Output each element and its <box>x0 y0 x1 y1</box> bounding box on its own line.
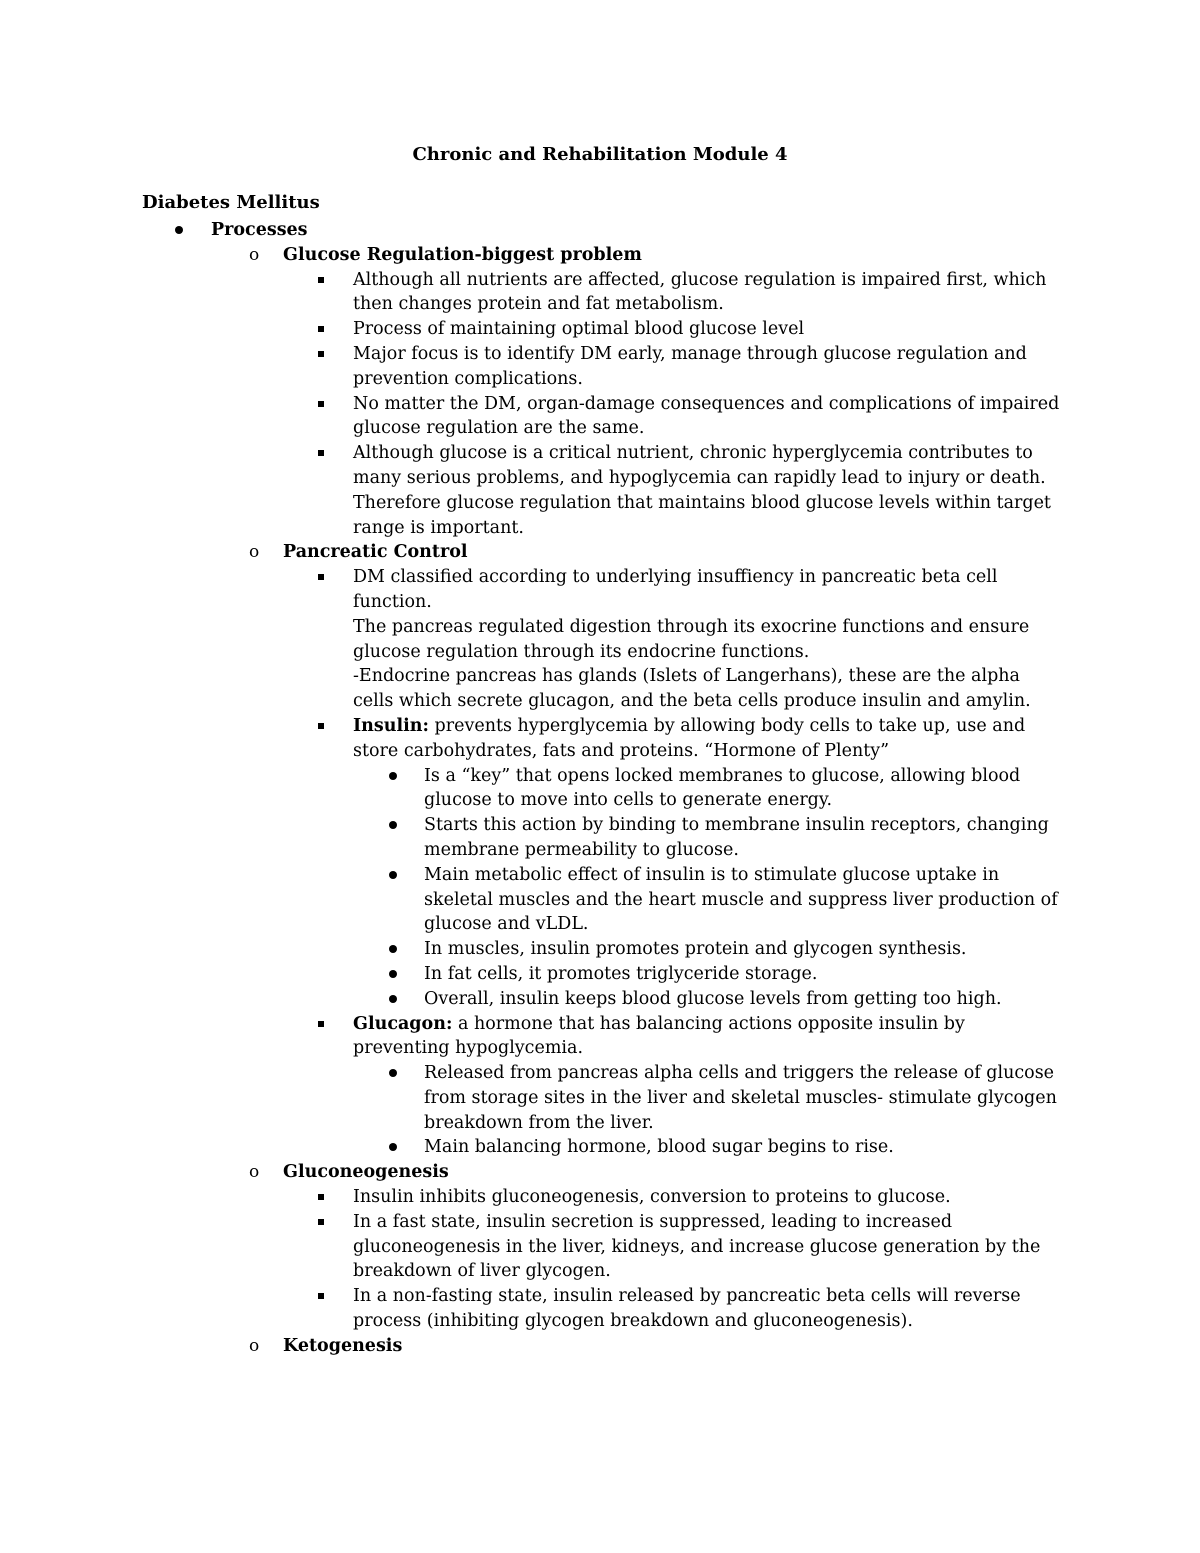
list-item-text: Main balancing hormone, blood sugar begins to rise. <box>424 1137 894 1158</box>
list-item-text: Overall, insulin keeps blood glucose levels from getting too high. <box>424 988 1002 1009</box>
list-item-text: Starts this action by binding to membrane insulin receptors, changing membrane permeability to glucose. <box>424 815 1049 860</box>
bullet-disc-icon <box>389 821 397 829</box>
list-item <box>0 565 1200 615</box>
section-heading: Diabetes Mellitus <box>142 192 320 213</box>
bullet-square-icon <box>318 723 324 729</box>
bullet-square-icon <box>318 351 324 357</box>
list-item-continuation <box>0 664 1200 714</box>
bullet-disc-icon <box>389 871 397 879</box>
list-item <box>0 987 1200 1012</box>
list-item-text: Insulin inhibits gluconeogenesis, conversion to proteins to glucose. <box>353 1187 951 1208</box>
list-item <box>0 962 1200 987</box>
list-item <box>0 937 1200 962</box>
list-item-text: -Endocrine pancreas has glands (Islets of Langerhans), these are the alpha cells which secrete glucagon, and the beta cells produce insulin and amylin. <box>353 666 1031 712</box>
list-item-text: Major focus is to identify DM early, manage through glucose regulation and prevention complications. <box>353 343 1027 389</box>
list-item <box>0 342 1200 392</box>
outline-content <box>0 218 1200 1359</box>
list-item <box>0 1061 1200 1135</box>
bullet-square-icon <box>318 1293 324 1299</box>
subheading: Pancreatic Control <box>283 542 468 563</box>
bullet-circle-icon: o <box>249 244 260 265</box>
subheading: Glucose Regulation-biggest problem <box>283 244 642 265</box>
list-item-text: No matter the DM, organ-damage consequences and complications of impaired glucose regulation are the same. <box>353 393 1060 439</box>
bullet-disc-icon <box>389 970 397 978</box>
list-item-continuation <box>0 615 1200 665</box>
list-item-text: Process of maintaining optimal blood glucose level <box>353 319 805 340</box>
bullet-square-icon <box>318 1021 324 1027</box>
outline-item-processes <box>0 218 1200 243</box>
bullet-circle-icon: o <box>249 542 260 563</box>
list-item-text: In a fast state, insulin secretion is suppressed, leading to increased gluconeogenesis in the liver, kidneys, and increase glucose generation by the breakdown of liver glycogen. <box>353 1211 1041 1282</box>
outline-item-ketogenesis <box>0 1334 1200 1359</box>
list-item-text: Released from pancreas alpha cells and triggers the release of glucose from storage sites in the liver and skeletal muscles- stimulate glycogen breakdown from the liver. <box>424 1063 1057 1133</box>
term-label: Glucagon: <box>353 1013 453 1034</box>
list-item-insulin <box>0 714 1200 764</box>
bullet-disc-icon <box>389 772 397 780</box>
bullet-disc-icon <box>389 1069 397 1077</box>
list-item <box>0 813 1200 863</box>
list-item-glucagon <box>0 1012 1200 1062</box>
list-item <box>0 268 1200 318</box>
list-item <box>0 317 1200 342</box>
term-definition: a hormone that has balancing actions opposite insulin by preventing hypoglycemia. <box>353 1013 965 1059</box>
subheading: Gluconeogenesis <box>283 1162 449 1183</box>
bullet-square-icon <box>318 1194 324 1200</box>
list-item-text: In muscles, insulin promotes protein and glycogen synthesis. <box>424 939 967 960</box>
outline-label: Processes <box>211 220 308 240</box>
list-item <box>0 392 1200 442</box>
bullet-square-icon <box>318 326 324 332</box>
list-item-text: In a non-fasting state, insulin released by pancreatic beta cells will reverse process (inhibiting glycogen breakdown and gluconeogenesis). <box>353 1286 1021 1332</box>
outline-item-pancreatic-control <box>0 540 1200 565</box>
list-item-text: Although all nutrients are affected, glucose regulation is impaired first, which then changes protein and fat metabolism. <box>353 269 1047 315</box>
list-item-text: The pancreas regulated digestion through its exocrine functions and ensure glucose regulation through its endocrine functions. <box>353 616 1030 662</box>
list-item-text: Is a “key” that opens locked membranes to glucose, allowing blood glucose to move into cells to generate energy. <box>424 765 1021 811</box>
bullet-square-icon <box>318 401 324 407</box>
outline-item-glucose-regulation <box>0 243 1200 268</box>
list-item <box>0 1210 1200 1284</box>
bullet-square-icon <box>318 450 324 456</box>
term-label: Insulin: <box>353 715 429 736</box>
bullet-disc-icon <box>389 945 397 953</box>
bullet-circle-icon: o <box>249 1162 260 1183</box>
bullet-disc-icon <box>175 226 183 234</box>
list-item-text <box>353 714 1063 764</box>
list-item <box>0 1284 1200 1334</box>
term-definition: prevents hyperglycemia by allowing body cells to take up, use and store carbohydrates, fats and proteins. “Hormone of Plenty” <box>353 715 1026 761</box>
list-item-text: Although glucose is a critical nutrient, chronic hyperglycemia contributes to many serious problems, and hypoglycemia can rapidly lead to injury or death. Therefore glucose regulation that maintains blood glucose levels within target range is important. <box>353 443 1051 538</box>
list-item <box>0 441 1200 540</box>
list-item <box>0 764 1200 814</box>
list-item-text <box>353 1012 1063 1062</box>
subheading: Ketogenesis <box>283 1335 403 1356</box>
list-item-text: In fat cells, it promotes triglyceride storage. <box>424 963 818 984</box>
bullet-square-icon <box>318 574 324 580</box>
list-item-text: Main metabolic effect of insulin is to stimulate glucose uptake in skeletal muscles and the heart muscle and suppress liver production of glucose and vLDL. <box>424 864 1058 935</box>
bullet-circle-icon: o <box>249 1335 260 1356</box>
document-title: Chronic and Rehabilitation Module 4 <box>412 144 788 165</box>
bullet-square-icon <box>318 277 324 283</box>
list-item <box>0 1185 1200 1210</box>
list-item-text: DM classified according to underlying insuffiency in pancreatic beta cell function. <box>353 567 998 612</box>
bullet-disc-icon <box>389 995 397 1003</box>
outline-item-gluconeogenesis <box>0 1160 1200 1185</box>
bullet-square-icon <box>318 1219 324 1225</box>
list-item <box>0 863 1200 937</box>
bullet-disc-icon <box>389 1143 397 1151</box>
list-item <box>0 1135 1200 1160</box>
